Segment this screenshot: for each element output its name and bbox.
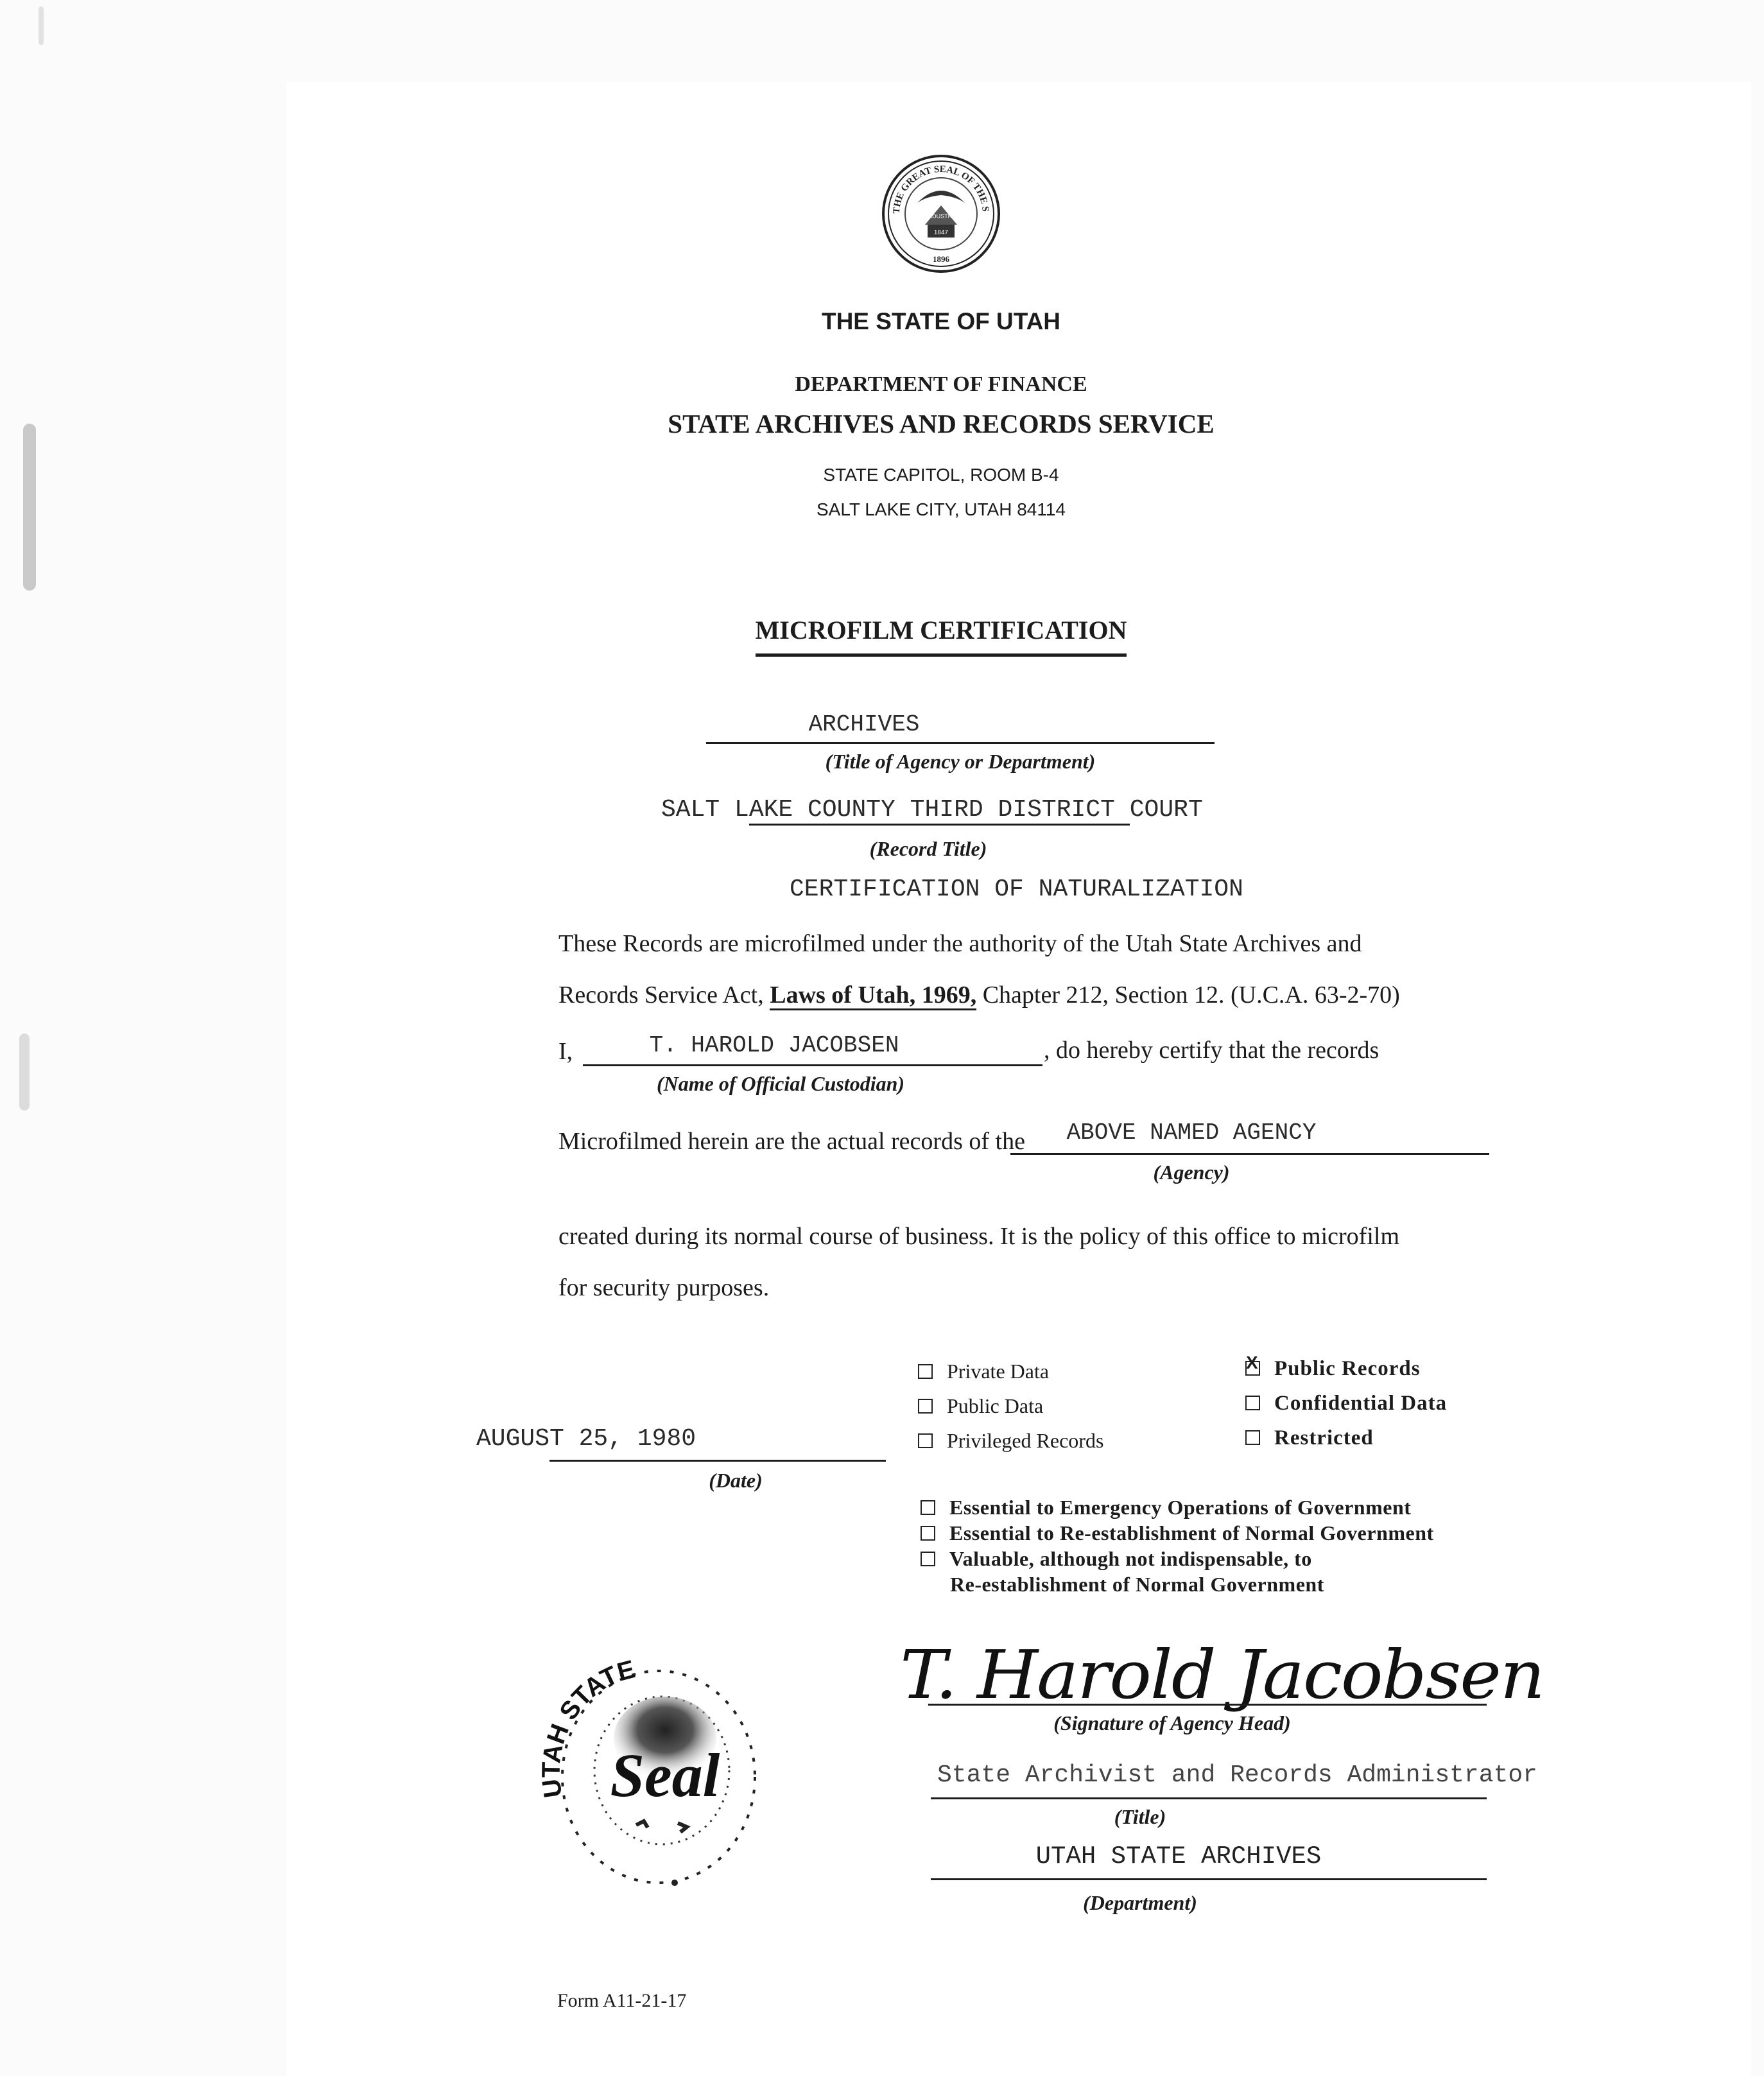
signature: T. Harold Jacobsen <box>900 1636 1544 1714</box>
header-state: THE STATE OF UTAH <box>821 308 1061 334</box>
scan-artifact <box>23 424 36 591</box>
scan-artifact <box>39 6 44 45</box>
agency-name-value: ABOVE NAMED AGENCY <box>1066 1120 1317 1146</box>
checkbox-checked[interactable] <box>1245 1361 1260 1376</box>
header-department: DEPARTMENT OF FINANCE <box>795 372 1087 396</box>
checkbox-label: Public Records <box>1274 1357 1421 1380</box>
checkbox-continuation <box>921 1573 1434 1598</box>
custodian-name-value: T. HAROLD JACOBSEN <box>649 1032 899 1059</box>
form-number: Form A11-21-17 <box>557 1990 687 2011</box>
checkbox-label: Essential to Emergency Operations of Government <box>949 1496 1412 1519</box>
checkbox-item[interactable] <box>918 1394 1103 1429</box>
policy-line2: for security purposes. <box>558 1274 770 1301</box>
record-title-suffix: COURT <box>1129 796 1203 824</box>
header-service: STATE ARCHIVES AND RECORDS SERVICE <box>668 409 1215 438</box>
header-address-line1: STATE CAPITOL, ROOM B-4 <box>823 465 1059 485</box>
signature-caption: (Signature of Agency Head) <box>1053 1711 1291 1734</box>
i-prefix: I, <box>558 1038 573 1065</box>
department-value: UTAH STATE ARCHIVES <box>1035 1842 1322 1871</box>
utah-seal-icon <box>880 153 1002 275</box>
checkbox-label: Public Data <box>947 1394 1044 1417</box>
form-title-text: MICROFILM CERTIFICATION <box>756 616 1127 657</box>
stamp-center-text: Seal <box>610 1741 720 1810</box>
checkbox-label: Privileged Records <box>947 1429 1104 1452</box>
checkbox[interactable] <box>921 1552 935 1566</box>
checkbox[interactable] <box>1245 1430 1260 1445</box>
checkbox-item[interactable] <box>1245 1426 1447 1461</box>
record-title-value <box>661 796 1203 824</box>
seal-bottom-year: 1896 <box>933 254 949 264</box>
title-line <box>931 1797 1487 1799</box>
authority-line1: These Records are microfilmed under the authority of the Utah State Archives and <box>558 930 1362 957</box>
checkbox-item[interactable] <box>1245 1357 1447 1392</box>
checkbox[interactable] <box>918 1399 933 1414</box>
laws-of-utah-reference: Laws of Utah, 1969, <box>770 982 976 1010</box>
checkbox[interactable] <box>1245 1396 1260 1410</box>
date-value: AUGUST 25, 1980 <box>476 1425 696 1453</box>
record-title-caption: (Record Title) <box>869 837 987 860</box>
authority-line2 <box>558 981 1400 1009</box>
microfilmed-text: Microfilmed herein are the actual records of the <box>558 1128 1025 1155</box>
checkbox-label: Private Data <box>947 1360 1050 1383</box>
embossed-stamp <box>530 1636 774 1905</box>
policy-line1: created during its normal course of business. It is the policy of this office to microfilm <box>558 1223 1399 1250</box>
form-title <box>620 615 1262 645</box>
seal-ring-text: THE GREAT SEAL OF THE S <box>891 164 990 214</box>
checkbox-item[interactable] <box>918 1360 1103 1394</box>
checkbox[interactable] <box>921 1500 935 1515</box>
certify-text: , do hereby certify that the records <box>1044 1037 1379 1064</box>
record-title-prefix: SALT L <box>661 796 749 824</box>
checkbox-label: Valuable, although not indispensable, to <box>949 1547 1312 1570</box>
embossed-stamp-graphic <box>530 1636 774 1905</box>
agency-field-line <box>706 742 1215 744</box>
checkbox-label-continuation: Re-establishment of Normal Government <box>950 1573 1324 1596</box>
signature-line <box>928 1704 1487 1706</box>
classification-left-list <box>918 1360 1103 1464</box>
header-address-line2: SALT LAKE CITY, UTAH 84114 <box>816 499 1066 519</box>
record-title-line2: CERTIFICATION OF NATURALIZATION <box>790 876 1243 903</box>
custodian-name-caption: (Name of Official Custodian) <box>656 1072 905 1095</box>
authority-line2-end: Chapter 212, Section 12. (U.C.A. 63-2-70) <box>976 982 1400 1008</box>
department-caption: (Department) <box>1083 1891 1197 1914</box>
seal-motto: INDUSTRY <box>926 213 956 220</box>
checkbox[interactable] <box>918 1364 933 1379</box>
checkbox[interactable] <box>921 1526 935 1541</box>
checkbox-item[interactable] <box>1245 1392 1447 1426</box>
date-line <box>549 1460 886 1462</box>
title-value: State Archivist and Records Administrator <box>937 1761 1537 1789</box>
record-title-underlined: AKE COUNTY THIRD DISTRICT <box>749 796 1130 826</box>
classification-right-list <box>1245 1357 1447 1461</box>
seal-year: 1847 <box>933 229 949 236</box>
checkbox[interactable] <box>918 1433 933 1448</box>
agency-field-value: ARCHIVES <box>808 711 920 738</box>
agency-field-caption: (Title of Agency or Department) <box>825 750 1096 773</box>
certificate-page <box>286 82 1751 2076</box>
checkbox-item[interactable] <box>921 1496 1434 1521</box>
checkbox-item[interactable] <box>921 1547 1434 1573</box>
custodian-name-line <box>583 1064 1042 1066</box>
scan-artifact <box>19 1034 30 1111</box>
checkbox-item[interactable] <box>918 1429 1103 1464</box>
essential-list <box>921 1496 1434 1598</box>
checkbox-label: Essential to Re-establishment of Normal Government <box>949 1521 1434 1544</box>
title-caption: (Title) <box>1114 1805 1166 1828</box>
checkbox-item[interactable] <box>921 1521 1434 1547</box>
agency-name-line <box>1010 1153 1489 1155</box>
state-seal <box>880 153 1002 275</box>
agency-name-caption: (Agency) <box>1153 1161 1230 1184</box>
date-caption: (Date) <box>709 1469 763 1492</box>
authority-line2-start: Records Service Act, <box>558 982 770 1008</box>
checkbox-label: Restricted <box>1274 1426 1374 1449</box>
stamp-ring-text: UTAH STATE <box>537 1655 638 1800</box>
checkbox-label: Confidential Data <box>1274 1392 1448 1415</box>
department-line <box>931 1878 1487 1880</box>
